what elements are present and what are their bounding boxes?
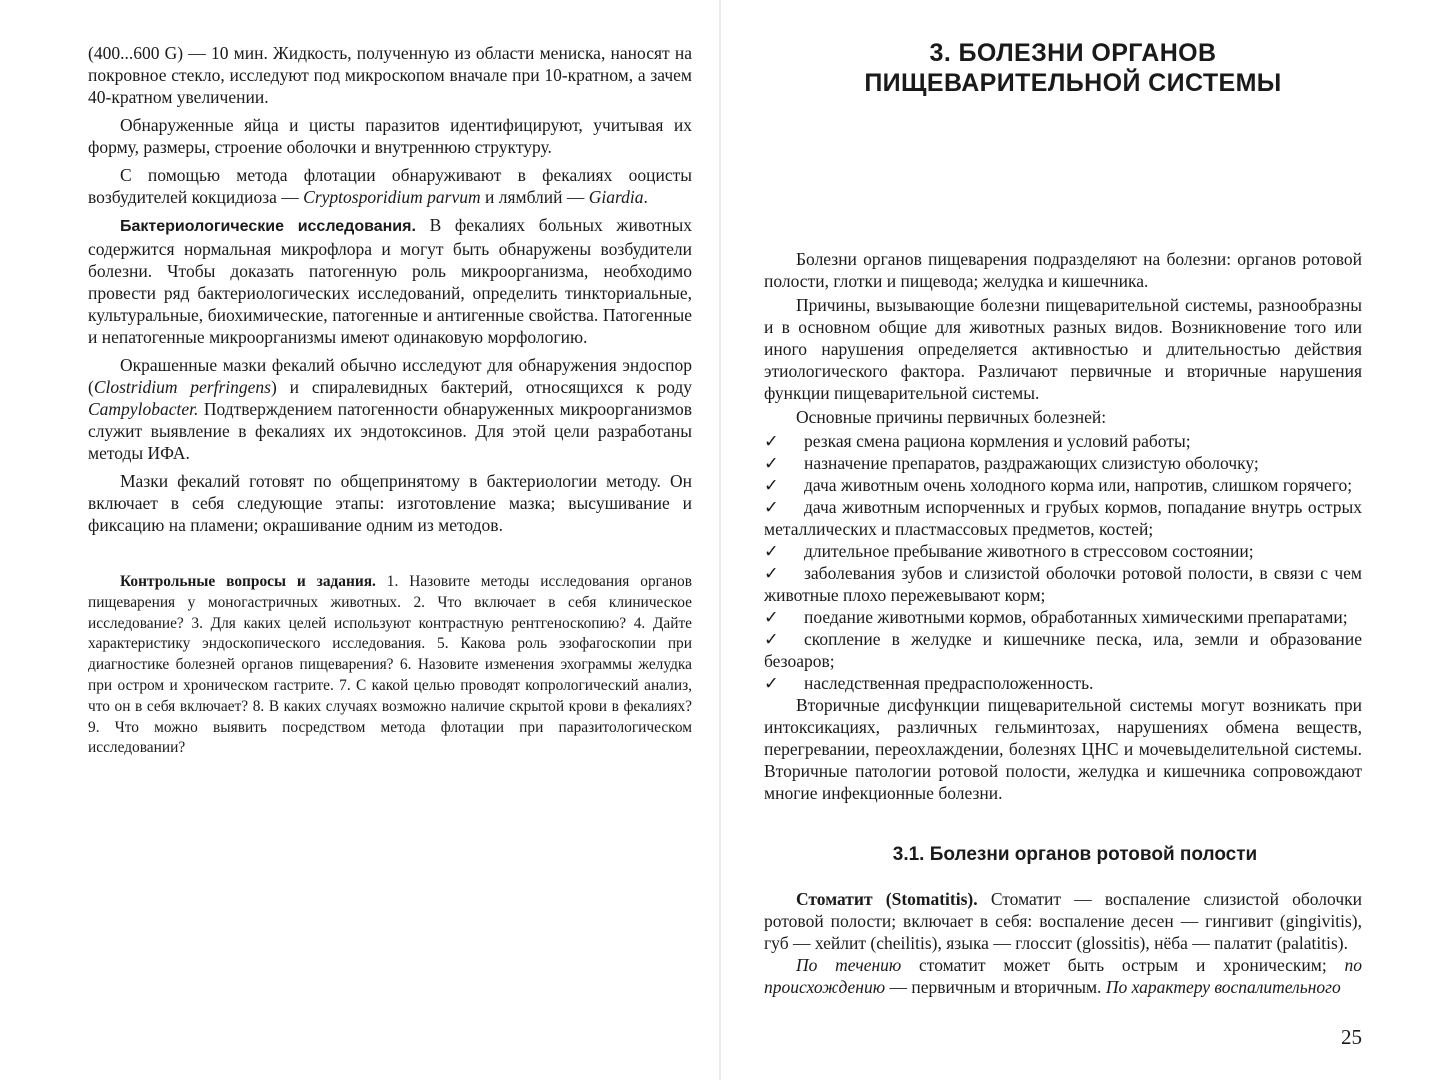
check-icon: ✓ (764, 629, 779, 649)
species-cryptosporidium: Cryptosporidium parvum (303, 187, 481, 207)
flotation-text-1: С помощью метода флотации обнаруживают в фекалиях ооцисты возбудителей кокцидиоза — (88, 165, 692, 207)
chapter-title-line-1: 3. БОЛЕЗНИ ОРГАНОВ (929, 39, 1217, 67)
cause-item (764, 628, 1362, 672)
check-icon: ✓ (764, 673, 779, 693)
chapter-title-line-2: ПИЩЕВАРИТЕЛЬНОЙ СИСТЕМЫ (864, 69, 1282, 97)
cause-item (764, 672, 1362, 694)
cause-text: дача животным испорченных и грубых кормов, попадание внутрь острых металлических и пластмассовых предметов, костей; (764, 497, 1362, 539)
causes-list (764, 430, 1362, 694)
cause-text: резкая смена рациона кормления и условий работы; (804, 431, 1191, 451)
check-icon: ✓ (764, 607, 779, 627)
species-clostridium: Clostridium perfringens (93, 377, 271, 397)
chapter-intro (764, 248, 1362, 804)
stains-text-3: Подтверждением патогенности обнаруженных микроорганизмов служит выявление в фекалиях их эндотоксинов. Для этой цели разработаны методы ИФА. (88, 399, 692, 463)
check-icon: ✓ (764, 431, 779, 451)
stomatitis-paragraph (764, 888, 1362, 954)
cause-text: скопление в желудке и кишечнике песка, ила, земли и образование безоаров; (764, 629, 1362, 671)
cause-item (764, 430, 1362, 452)
species-giardia: Giardia (588, 187, 644, 207)
cause-item (764, 540, 1362, 562)
check-icon: ✓ (764, 453, 779, 473)
paragraph-flotation (88, 164, 692, 208)
check-icon: ✓ (764, 497, 779, 517)
chapter-title (764, 38, 1362, 98)
questions-text: 1. Назовите методы исследования органов пищеварения у моногастричных животных. 2. Что включает в себя клиническое исследование? 3. Для каких целей используют контрастную рентгеноскопию? 4. Дайте характеристику эндоскопического исследования. 5. Какова роль эзофагоскопии при диагностике болезней органов пищеварения? 6. Назовите изменения эхограммы желудка при остром и хроническом гастрите. 7. С какой целью проводят копрологический анализ, что он в себя включает? 8. В каких случаях возможно наличие скрытой крови в фекалиях? 9. Что можно выявить посредством метода флотации при паразитологическом исследовании? (88, 573, 693, 757)
flotation-text-3: . (643, 187, 648, 207)
secondary-paragraph: Вторичные дисфункции пищеварительной системы могут возникать при интоксикациях, различных гельминтозах, нарушениях обмена веществ, перегревании, переохлаждении, болезнях ЦНС и мочевыделительной системы. Вторичные патологии ротовой полости, желудка и кишечника сопровождают многие инфекционные болезни. (764, 695, 1362, 803)
intro-paragraph-1: Болезни органов пищеварения подразделяют на болезни: органов ротовой полости, глотки и пищевода; желудка и кишечника. (764, 249, 1362, 291)
questions-heading: Контрольные вопросы и задания. (120, 573, 376, 590)
left-body (88, 42, 692, 536)
cause-item (764, 606, 1362, 628)
cause-text: наследственная предрасположенность. (804, 673, 1094, 693)
check-icon: ✓ (764, 541, 779, 561)
check-icon: ✓ (764, 563, 779, 583)
species-campylobacter: Campylobacter. (88, 399, 199, 419)
course-text-2: — первичным и вторичным. (885, 977, 1106, 997)
course-paragraph (764, 954, 1362, 998)
cause-text: заболевания зубов и слизистой оболочки ротовой полости, в связи с чем животные плохо пережевывают корм; (764, 563, 1362, 605)
course-italic-1: По течению (796, 955, 902, 975)
stomatitis-block (764, 888, 1362, 998)
section-title: 3.1. Болезни органов ротовой полости (892, 844, 1258, 865)
cause-text: дача животным очень холодного корма или, напротив, слишком горячего; (804, 475, 1353, 495)
course-italic-3: По характеру воспалительного (1105, 977, 1341, 997)
paragraph-bacteriology (88, 214, 692, 348)
cause-item (764, 562, 1362, 606)
stomatitis-text: Стоматит — воспаление слизистой оболочки ротовой полости; включает в себя: воспаление десен — гингивит (gingivitis), губ — хейлит (cheilitis), языка — глоссит (glossitis), нёба — палатит (palatitis). (764, 889, 1363, 953)
page-number: 25 (1341, 1025, 1362, 1049)
flotation-text-2: и лямблий — (480, 187, 589, 207)
stomatitis-heading: Стоматит (Stomatitis). (796, 889, 978, 909)
intro-paragraph-3: Основные причины первичных болезней: (796, 407, 1107, 427)
course-text-1: стоматит может быть острым и хроническим; (901, 955, 1345, 975)
stains-text-1: Окрашенные мазки фекалий обычно исследуют для обнаружения эндоспор ( (88, 355, 692, 397)
spacer (88, 542, 692, 572)
control-questions (88, 572, 692, 759)
stains-text-2: ) и спиралевидных бактерий, относящихся к роду (270, 377, 692, 397)
cause-text: поедание животными кормов, обработанных химическими препаратами; (804, 607, 1348, 627)
course-italic-2: по происхождению (764, 955, 1362, 997)
check-icon: ✓ (764, 475, 779, 495)
intro-paragraph-2: Причины, вызывающие болезни пищеварительной системы, разнообразны и в основном общие для животных разных видов. Возникновение того или иного нарушения определяется активностью и длительностью действия этиологического фактора. Различают первичные и вторичные нарушения функции пищеварительной системы. (764, 295, 1362, 403)
paragraph-stains (88, 354, 692, 464)
cause-item (764, 452, 1362, 474)
cause-text: длительное пребывание животного в стрессовом состоянии; (804, 541, 1254, 561)
cause-item (764, 496, 1362, 540)
cause-item (764, 474, 1362, 496)
cause-text: назначение препаратов, раздражающих слизистую оболочку; (804, 453, 1259, 473)
paragraph-smears: Мазки фекалий готовят по общепринятому в бактериологии методу. Он включает в себя следующие этапы: изготовление мазка; высушивание и фиксацию на пламени; окрашивание одним из методов. (88, 471, 692, 535)
right-page (720, 0, 1440, 1080)
paragraph-identification: Обнаруженные яйца и цисты паразитов идентифицируют, учитывая их форму, размеры, строение оболочки и внутреннюю структуру. (88, 115, 692, 157)
bacteriology-text: В фекалиях больных животных содержится нормальная микрофлора и могут быть обнаружены возбудители болезни. Чтобы доказать патогенную роль микроорганизма, необходимо провести ряд бактериологических исследований, определить тинкториальные, культуральные, биохимические, патогенные и антигенные свойства. Патогенные и непатогенные микроорганизмы имеют одинаковую морфологию. (88, 215, 693, 347)
paragraph-centrifuge: (400...600 G) — 10 мин. Жидкость, полученную из области мениска, наносят на покровное стекло, исследуют под микроскопом вначале при 10-кратном, а зачем 40-кратном увеличении. (88, 43, 692, 107)
bacteriology-heading: Бактериологические исследования. (120, 218, 416, 235)
